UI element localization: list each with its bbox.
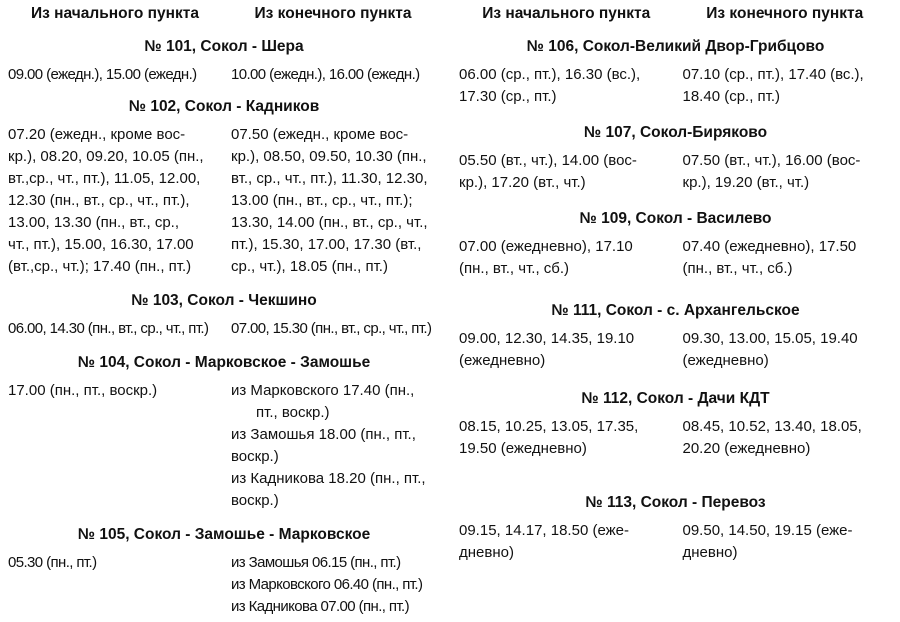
departures-from-end: 07.50 (вт., чт.), 16.00 (вос- кр.), 19.20 (вт., чт.) — [682, 152, 861, 191]
header-to: Из конечного пункта — [254, 5, 412, 22]
route-times — [457, 236, 894, 280]
route-times — [457, 520, 894, 564]
departures-from-start: 07.20 (ежедн., кроме вос- кр.), 08.20, 09.20, 10.05 (пн., вт.,ср., чт., пт.), 11.05, 12.00, 12.30 (пн., вт., ср., чт., пт.), 13.00, 13.30 (пн., вт., ср., чт., пт.), 15.00, 16.30, 17.00 (вт.,ср., чт.); 17.40 (пн., пт.) — [8, 126, 204, 275]
route-112 — [457, 388, 894, 460]
header-from: Из начального пункта — [482, 5, 651, 22]
route-101 — [6, 36, 442, 86]
route-times — [6, 552, 442, 618]
right-column — [457, 0, 894, 564]
route-111 — [457, 300, 894, 372]
route-times — [457, 150, 894, 194]
route-title: № 101, Сокол - Шера — [144, 38, 304, 55]
left-column — [6, 0, 442, 618]
route-times — [457, 328, 894, 372]
departures-from-start: 08.15, 10.25, 13.05, 17.35, 19.50 (ежедневно) — [459, 418, 639, 457]
route-title: № 111, Сокол - с. Архангельское — [551, 302, 800, 319]
departures-from-end: 08.45, 10.52, 13.40, 18.05, 20.20 (ежедневно) — [682, 418, 862, 457]
route-times — [457, 64, 894, 108]
departures-from-end: из Замошья 06.15 (пн., пт.) из Марковского 06.40 (пн., пт.) из Кадникова 07.00 (пн., пт.) — [231, 554, 423, 615]
departures-from-start: 06.00, 14.30 (пн., вт., ср., чт., пт.) — [8, 320, 209, 337]
route-title: № 106, Сокол-Великий Двор-Грибцово — [526, 38, 825, 55]
route-times — [6, 380, 442, 512]
route-title: № 107, Сокол-Биряково — [583, 124, 768, 141]
route-106 — [457, 36, 894, 108]
departures-from-start: 09.00, 12.30, 14.35, 19.10 (ежедневно) — [459, 330, 635, 369]
departures-from-start: 09.00 (ежедн.), 15.00 (ежедн.) — [8, 66, 197, 83]
departures-from-start: 05.30 (пн., пт.) — [8, 554, 97, 571]
route-102 — [6, 96, 442, 278]
column-header — [457, 0, 894, 28]
column-header — [6, 0, 442, 28]
route-113 — [457, 492, 894, 564]
departures-from-end: 07.00, 15.30 (пн., вт., ср., чт., пт.) — [231, 320, 432, 337]
departures-from-end: 09.30, 13.00, 15.05, 19.40 (ежедневно) — [682, 330, 858, 369]
route-title: № 104, Сокол - Марковское - Замошье — [77, 354, 371, 371]
departures-from-end: 07.40 (ежедневно), 17.50 (пн., вт., чт., сб.) — [682, 238, 857, 277]
departures-from-end: из Марковского 17.40 (пн., пт., воскр.) из Замошья 18.00 (пн., пт., воскр.) из Кадникова 18.20 (пн., пт., воскр.) — [231, 382, 426, 509]
route-title: № 105, Сокол - Замошье - Марковское — [77, 526, 371, 543]
departures-from-end: 10.00 (ежедн.), 16.00 (ежедн.) — [231, 66, 420, 83]
departures-from-start: 07.00 (ежедневно), 17.10 (пн., вт., чт., сб.) — [459, 238, 633, 277]
route-times — [6, 124, 442, 278]
route-title: № 109, Сокол - Василево — [579, 210, 772, 227]
route-104 — [6, 352, 442, 512]
departures-from-start: 06.00 (ср., пт.), 16.30 (вс.), 17.30 (ср., пт.) — [459, 66, 641, 105]
route-105 — [6, 524, 442, 618]
route-109 — [457, 208, 894, 280]
departures-from-end: 09.50, 14.50, 19.15 (еже- дневно) — [682, 522, 853, 561]
departures-from-start: 05.50 (вт., чт.), 14.00 (вос- кр.), 17.20 (вт., чт.) — [459, 152, 637, 191]
header-to: Из конечного пункта — [706, 5, 864, 22]
route-title: № 103, Сокол - Чекшино — [131, 292, 317, 309]
route-title: № 102, Сокол - Кадников — [128, 98, 320, 115]
route-times — [6, 64, 442, 86]
route-times — [457, 416, 894, 460]
departures-from-start: 09.15, 14.17, 18.50 (еже- дневно) — [459, 522, 629, 561]
header-from: Из начального пункта — [31, 5, 199, 22]
route-times — [6, 318, 442, 340]
departures-from-start: 17.00 (пн., пт., воскр.) — [8, 382, 158, 399]
route-103 — [6, 290, 442, 340]
departures-from-end: 07.50 (ежедн., кроме вос- кр.), 08.50, 09.50, 10.30 (пн., вт., ср., чт., пт.), 11.30, 12.30, 13.00 (пн., вт., ср., чт., пт.); 13.30, 14.00 (пн., вт., ср., чт., пт.), 15.30, 17.00, 17.30 (вт., ср., чт.), 18.05 (пн., пт.) — [231, 126, 428, 275]
route-title: № 113, Сокол - Перевоз — [585, 494, 766, 511]
route-title: № 112, Сокол - Дачи КДТ — [581, 390, 770, 407]
departures-from-end: 07.10 (ср., пт.), 17.40 (вс.), 18.40 (ср., пт.) — [682, 66, 864, 105]
route-107 — [457, 122, 894, 194]
